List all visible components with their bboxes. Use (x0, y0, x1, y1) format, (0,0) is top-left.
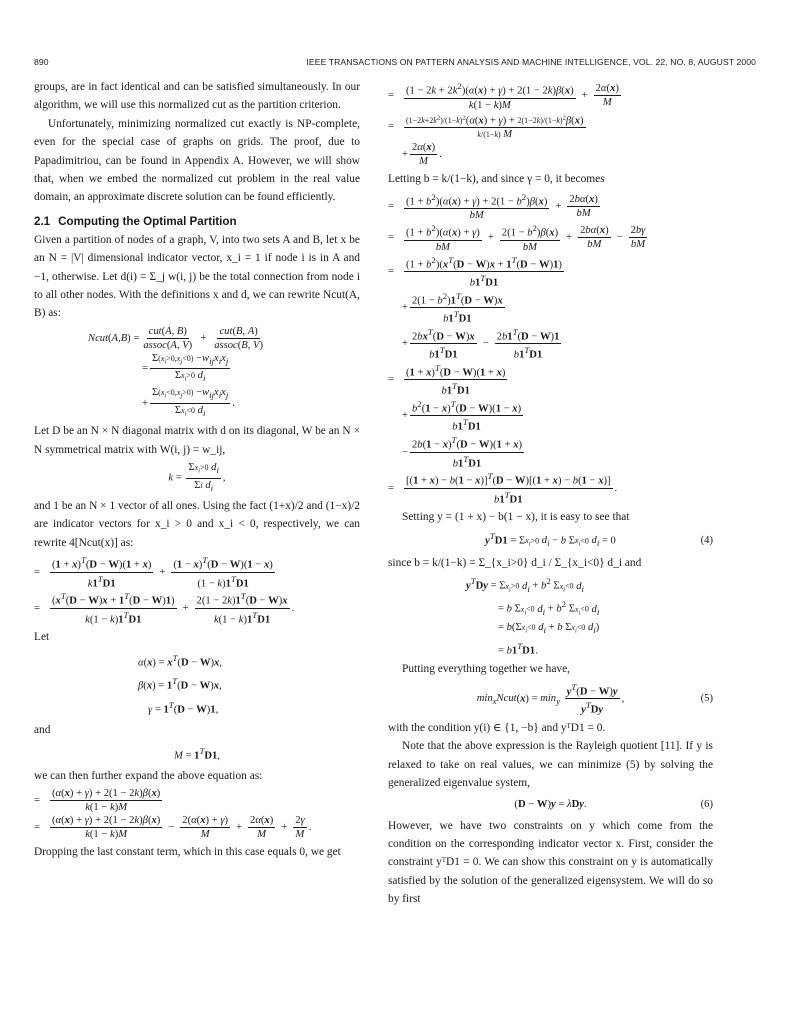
paragraph: we can then further expand the above equation as: (34, 770, 263, 783)
paragraph: since b = k/(1−k) = Σ_{x_i>0} d_i / Σ_{x_i<0} d_i and (388, 556, 642, 569)
alpha-beta-gamma-definitions: $\alpha(x) = x^T(D - W)x$, $\beta(x) = 1^T(D - W)x$, $\gamma = 1^T(D - W)1$, (138, 652, 222, 716)
continued-derivation-equation: = $\frac{(1 - 2k + 2k^2)(\alpha(x) + \gamma) + 2(1 - 2k)\beta(x)}{k(1 - k)M}$ + $\frac{2\alpha(x)}{M}$ = $\frac{(1-2k+2k^2)/(1-k)^2(\alpha(x) + \gamma) + 2(1-2k)/(1-k)^2\beta(x)}{k/(1-k) M}$ + $\frac{2\alpha(x)}{M}$ . (388, 81, 619, 168)
section-number: 2.1 (34, 214, 51, 228)
paragraph: Letting b = k/(1−k), and since γ = 0, it becomes (388, 173, 605, 186)
paragraph: Given a partition of nodes of a graph, V, into two sets A and B, let x be an N = |V| dimensional indicator vector, x_i = 1 if node i is in A and −1, otherwise. Let d(i) = Σ_j w(i, j) be the total connection from node i to all other nodes. With the definitions x and d, we can rewrite Ncut(A, B) as: (34, 233, 360, 320)
ncut-definition-equation: Ncut ( A , B ) = $\frac{\text{cut(A, B)}}{\text{assoc(A, V)}}$ + $\frac{\text{cut(B, A)}}{\text{assoc(B, V)}}$ = $\frac{\Sigma(x_i>0,x_j<0) -w_{ij}x_ix_j}{\Sigma x_i>0 d_i}$ + $\frac{\Sigma(x_i<0,x_j>0) -w_{ij}x_ix_j}{\Sigma x_i<0 d_i}$ . (88, 325, 264, 418)
paragraph: Setting y = (1 + x) − b(1 − x), it is easy to see that (402, 511, 630, 524)
paragraph: Putting everything together we have, (402, 663, 570, 676)
section-title: Computing the Optimal Partition (58, 214, 237, 228)
paragraph: and 1 be an N × 1 vector of all ones. Using the fact (1+x)/2 and (1−x)/2 are indicator vectors for x_i > 0 and x_i < 0, respectively, we can rewrite 4[Ncut(x)] as: (34, 499, 360, 549)
ncut-matrix-equation: = $\frac{(1 + x)^T(D - W)(1 + x)}{k1^TD1}$ + $\frac{(1 - x)^T(D - W)(1 - x)}{(1 - k)1^TD1}$ = $\frac{(x^T(D - W)x + 1^T(D - W)1)}{k(1 - k)1^TD1}$ + $\frac{2(1 - 2k)1^T(D - W)x}{k(1 - k)1^TD1}$ . (34, 554, 295, 626)
equation-number: (4) (700, 534, 713, 546)
equation-6: (D − W)y = λDy. (6) (388, 795, 713, 815)
ydy-derivation: $y^TDy = \Sigma x_i>0$ $d_i + b^2$ $\Sigma x_i<0$ $d_i$ = b $\Sigma x_i<0$ $d_i + b^2$ $\Sigma x_i<0$ $d_i$ = $b(\Sigma x_i<0$ $d_i + b$ $\Sigma x_i<0$ $d_i$) = $b1^TD1$. (466, 576, 600, 657)
paragraph: Let (34, 631, 50, 644)
journal-running-title: IEEE TRANSACTIONS ON PATTERN ANALYSIS AND MACHINE INTELLIGENCE, VOL. 22, NO. 8, AUGUST 2000 (306, 57, 756, 67)
m-definition-equation: $M = 1^TD1$, (174, 745, 220, 762)
paragraph: Let D be an N × N diagonal matrix with d on its diagonal, W be an N × N symmetrical matrix with W(i, j) = w_ij, (34, 425, 360, 456)
paragraph: and (34, 724, 51, 737)
paragraph: with the condition y(i) ∈ {1, −b} and yᵀD1 = 0. (388, 721, 606, 734)
paragraph: However, we have two constraints on y which come from the condition on the corresponding indicator vector x. First, consider the constraint yᵀD1 = 0. We can show this constraint on y is automatically satisfied by the solution of the generalized eigensystem. We will do so by first (388, 819, 713, 906)
paragraph: Unfortunately, minimizing normalized cut exactly is NP-complete, even for the special case of graphs on grids. The proof, due to Papadimitriou, can be found in Appendix A. However, we will show that, when we embed the normalized cut problem in the real value domain, an approximate discrete solution can be found efficiently. (34, 117, 360, 204)
equation-5: $\min_xNcut(x) = \min_y$ $\frac{y^T(D - W)y}{y^TDy}$ , (5) (476, 681, 713, 716)
equation-number: (5) (700, 693, 713, 705)
paragraph: groups, are in fact identical and can be satisfied simultaneously. In our algorithm, we will use this normalized cut as the partition criterion. (34, 81, 360, 112)
page-number: 890 (34, 57, 49, 67)
left-column (34, 78, 360, 862)
right-column (388, 78, 713, 909)
paragraph: Note that the above expression is the Rayleigh quotient [11]. If y is relaxed to take on real values, we can minimize (5) by solving the generalized eigenvalue system, (388, 740, 713, 790)
section-heading (34, 213, 360, 231)
equation-number: (6) (700, 798, 713, 810)
expanded-ncut-equation: = $\frac{(\alpha(x) + \gamma) + 2(1 - 2k)\beta(x)}{k(1 - k)M}$ = $\frac{(\alpha(x) + \gamma) + 2(1 - 2k)\beta(x)}{k(1 - k)M}$ − $\frac{2(\alpha(x) + \gamma)}{M}$ + $\frac{2\alpha(x)}{M}$ + $\frac{2\gamma}{M}$ . (34, 788, 312, 841)
k-definition-equation: k = $\frac{\Sigma x_i>0 d_i}{\Sigma i d_i}$ , (168, 462, 226, 493)
paragraph: Dropping the last constant term, which in this case equals 0, we get (34, 846, 341, 859)
equation-4: $y^TD1 = \Sigma x_i>0$ $d_i - b$ $\Sigma x_i<0$ $d_i = 0$ (4) (485, 530, 713, 549)
b-substitution-equation: = $\frac{(1 + b^2)(\alpha(x) + \gamma) + 2(1 - b^2)\beta(x)}{bM}$ + $\frac{2b\alpha(x)}{bM}$ = $\frac{(1 + b^2)(\alpha(x) + \gamma)}{bM}$ + $\frac{2(1 - b^2)\beta(x)}{bM}$ + $\frac{2b\alpha(x)}{bM}$ − $\frac{2b\gamma}{bM}$ = $\frac{(1 + b^2)(x^T(D - W)x + 1^T(D - W)1)}{b1^TD1}$ + $\frac{2(1 - b^2)1^T(D - W)x}{b1^TD1}$ + $\frac{2bx^T(D - W)x}{b1^TD1}$ − $\frac{2b1^T(D - W)1}{b1^TD1}$ = $\frac{(1 + x)^T(D - W)(1 + x)}{b1^TD1}$ + $\frac{b^2(1 - x)^T(D - W)(1 - x)}{b1^TD1}$ − $\frac{2b(1 - x)^T(D - W)(1 + x)}{b1^TD1}$ = $\frac{[(1 + x) - b(1 - x)]^T(D - W)[(1 + x) - b(1 - x)]}{b1^TD1}$ . (388, 191, 646, 506)
